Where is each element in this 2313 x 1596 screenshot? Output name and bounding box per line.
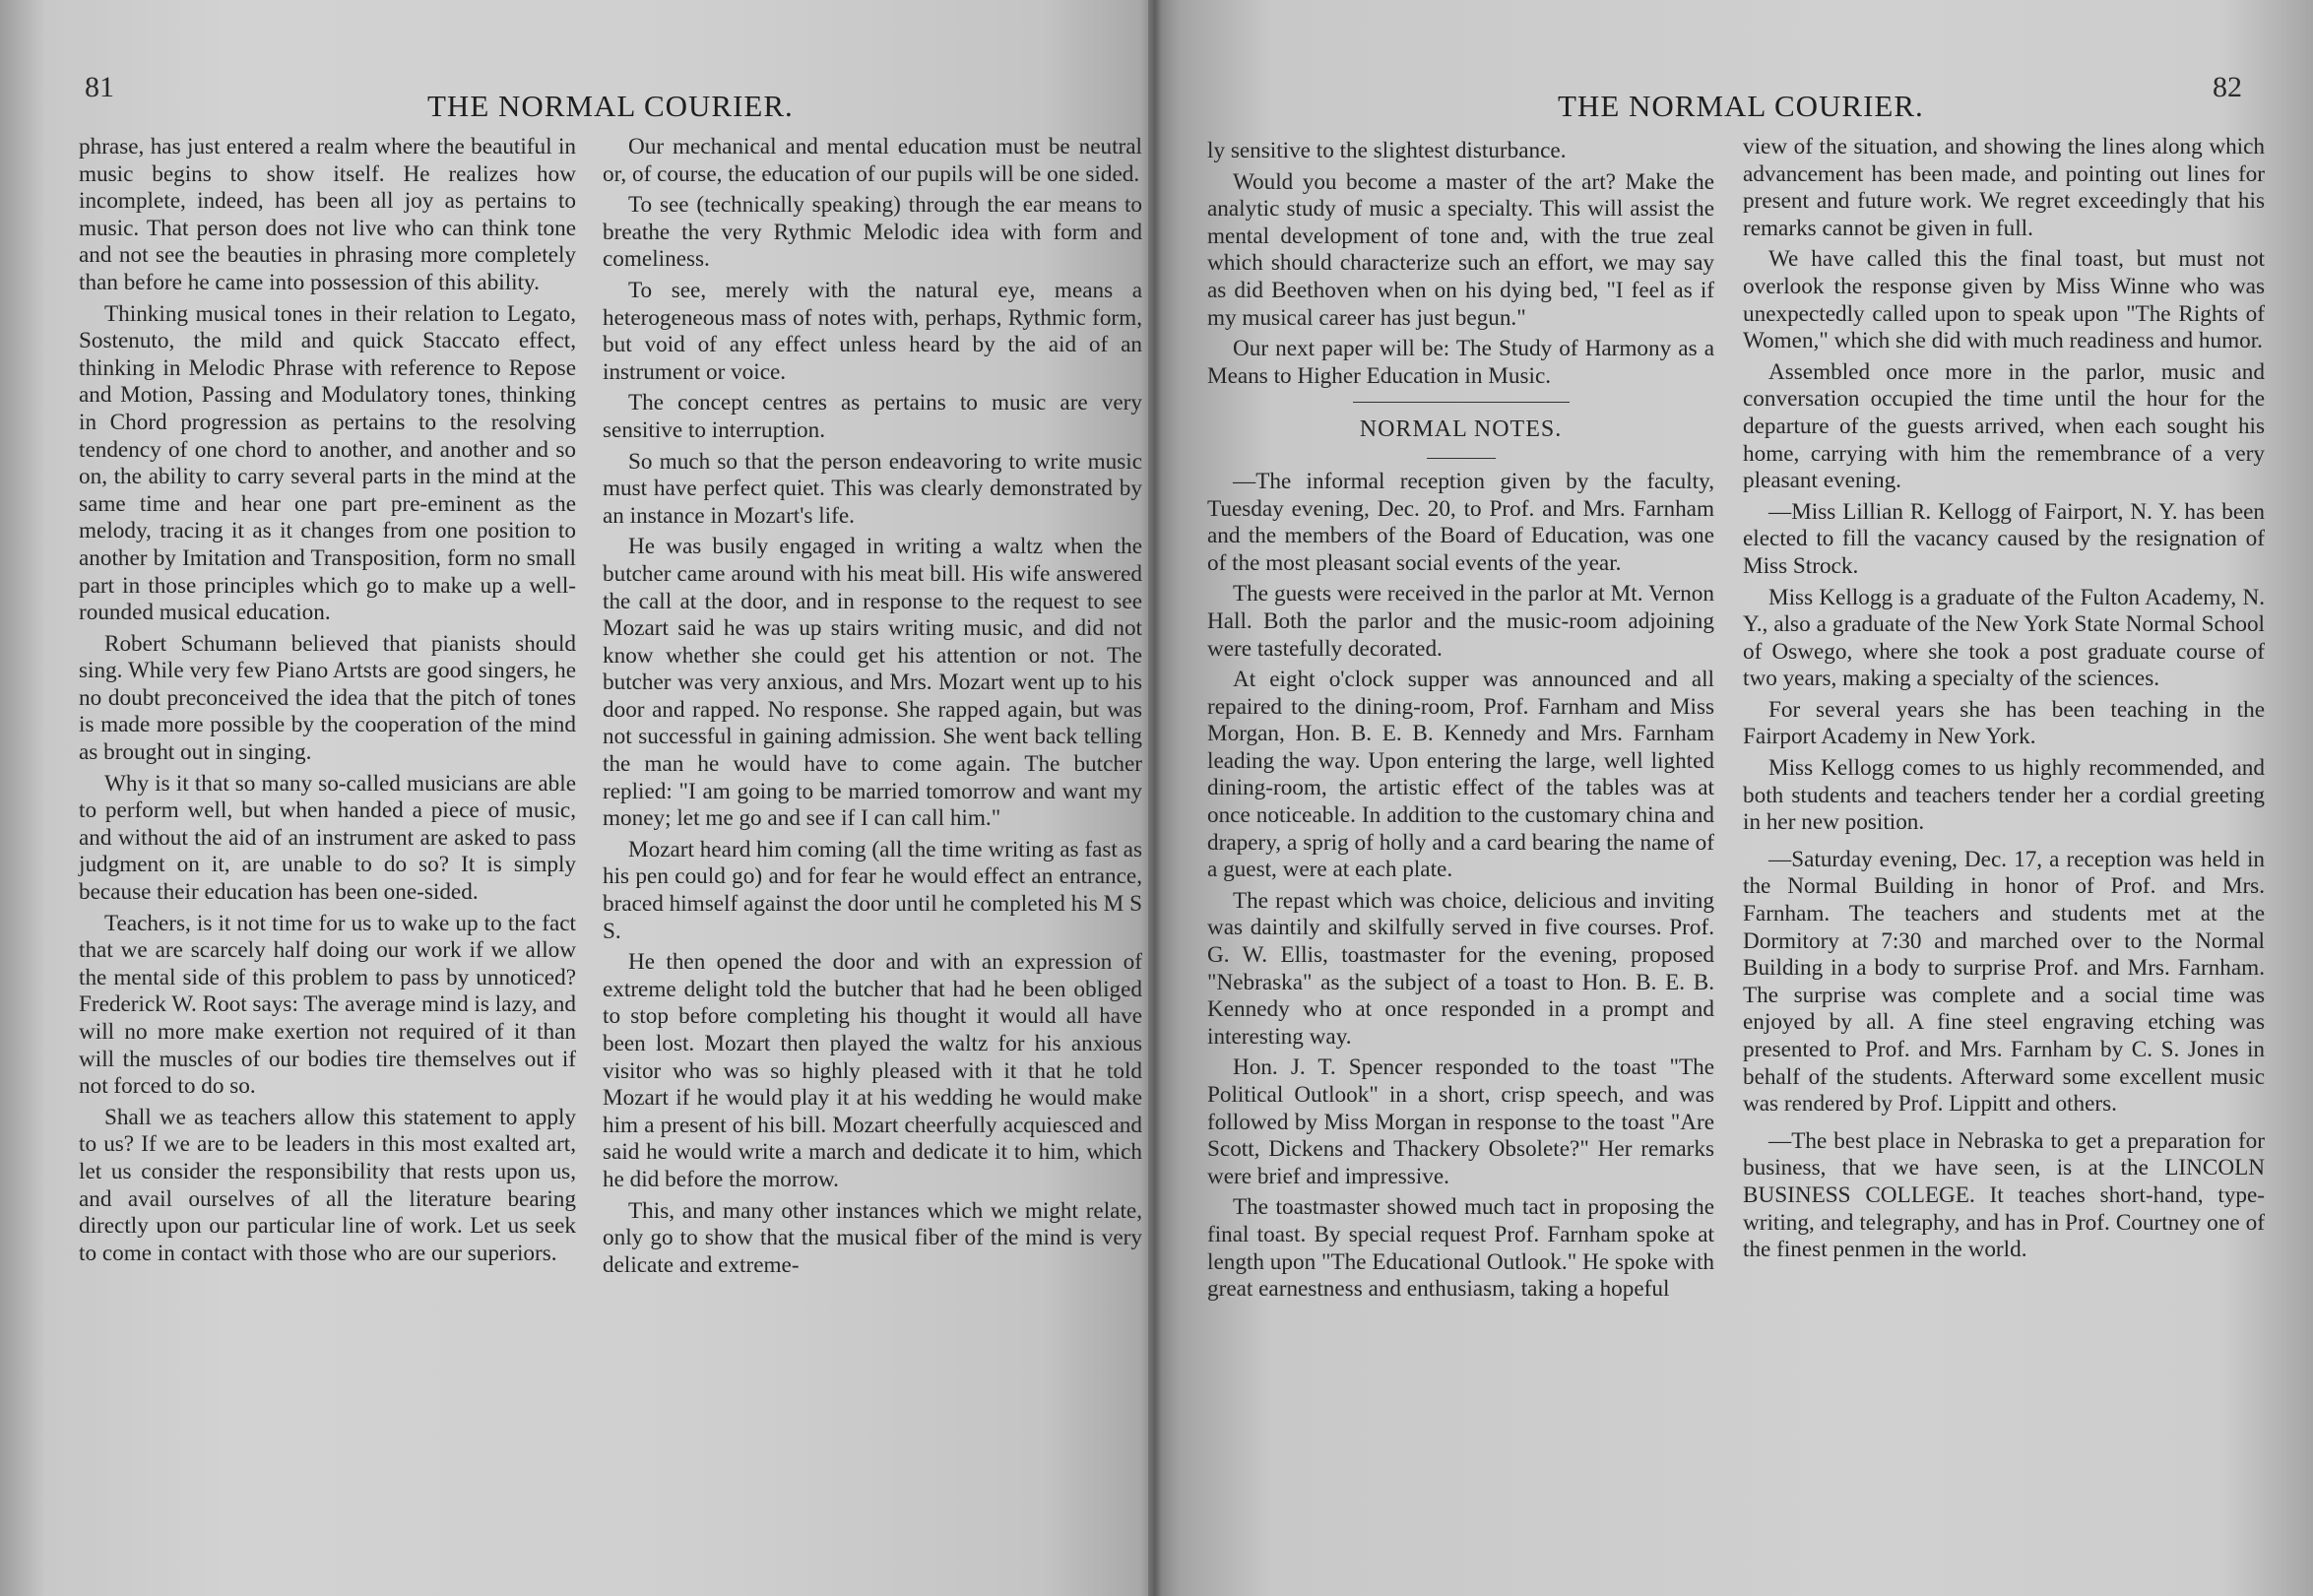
paragraph: Our mechanical and mental education must be neutral or, of course, the education of our pupils will be one sided.	[603, 134, 1142, 187]
left-column-2	[603, 134, 1142, 1283]
paragraph: Mozart heard him coming (all the time writing as fast as his pen could go) and for fear he would effect an entrance, braced himself against the door until he completed his M S S.	[603, 836, 1142, 944]
page-number-right: 82	[2213, 71, 2242, 103]
paragraph: ly sensitive to the slightest disturbance.	[1207, 138, 1567, 163]
paragraph: To see (technically speaking) through the ear means to breathe the very Rythmic Melodic idea with form and comeliness.	[603, 192, 1142, 273]
paragraph: Teachers, is it not time for us to wake up to the fact that we are scarcely half doing our work if we allow the mental side of this problem to pass by unnoticed? Frederick W. Root says: The average mind is lazy, and will no more make exertion not required of it than will the muscles of our bodies tire themselves out if not forced to do so.	[79, 910, 576, 1100]
section-divider-bottom	[1427, 458, 1496, 459]
paragraph: He was busily engaged in writing a waltz when the butcher came around with his meat bill. His wife answered the call at the door, and in response to the request to see Mozart said he was up stairs writing music, and did not know whether she could get his attention or not. The butcher was very anxious, and Mrs. Mozart went up to his door and rapped. No response. She rapped again, but was not successful in gaining admission. She went back telling the man he would have to come again. The butcher replied: "I am going to be married tomorrow and want my money; let me go and see if I can call him."	[603, 534, 1142, 832]
paragraph: To see, merely with the natural eye, means a heterogeneous mass of notes with, perhaps, Rythmic form, but void of any effect unless heard by the aid of an instrument or voice.	[603, 277, 1142, 385]
paragraph: This, and many other instances which we might relate, only go to show that the musical fiber of the mind is very delicate and extreme-	[603, 1197, 1142, 1278]
paragraph: Shall we as teachers allow this statement to apply to us? If we are to be leaders in this most exalted art, let us consider the responsibility that rests upon us, and avail ourselves of all the literature bearing directly upon our particular line of work. Let us seek to come in contact with those who are our superiors.	[79, 1104, 576, 1266]
book-gutter	[1148, 0, 1162, 1596]
paragraph: —Miss Lillian R. Kellogg of Fairport, N. Y. has been elected to fill the vacancy caused by the resignation of Miss Strock.	[1743, 498, 2265, 579]
running-header-right: THE NORMAL COURIER.	[1558, 89, 1924, 123]
paragraph: Assembled once more in the parlor, music and conversation occupied the time until the hour for the departure of the guests arrived, when each sought his home, carrying with him the remembrance of a very pleasant evening.	[1743, 358, 2265, 494]
paragraph: Robert Schumann believed that pianists should sing. While very few Piano Artsts are good singers, he no doubt preconceived the idea that the pitch of tones is made more possible by the cooperation of the mind as brought out in singing.	[79, 630, 576, 766]
right-page	[1162, 0, 2313, 1596]
paragraph: The guests were received in the parlor at Mt. Vernon Hall. Both the parlor and the music-room adjoining were tastefully decorated.	[1207, 581, 1714, 662]
paragraph: —The best place in Nebraska to get a preparation for business, that we have seen, is at the LINCOLN BUSINESS COLLEGE. It teaches short-hand, type-writing, and telegraphy, and has in Prof. Courtney one of the finest penmen in the world.	[1743, 1127, 2265, 1263]
right-column-2	[1743, 134, 2265, 1268]
left-column-1	[79, 134, 576, 1271]
paragraph: phrase, has just entered a realm where the beautiful in music begins to show itself. He realizes how incomplete, indeed, has been all joy as pertains to music. That person does not live who can think tone and not see the beauties in phrasing more completely than before he came into possession of this ability.	[79, 134, 576, 295]
paragraph: Thinking musical tones in their relation to Legato, Sostenuto, the mild and quick Staccato effect, thinking in Melodic Phrase with reference to Repose and Motion, Passing and Modulatory tones, thinking in Chord progression as pertains to the resolving tendency of one chord to another, and another and so on, the ability to carry several parts in the mind at the same time and hear one part pre-eminent as the melody, tracing it as it changes from one position to another by Imitation and Transposition, form no small part in those principles which go to make up a well-rounded musical education.	[79, 300, 576, 626]
section-title: NORMAL NOTES.	[1359, 416, 1563, 443]
paragraph: For several years she has been teaching in the Fairport Academy in New York.	[1743, 696, 2265, 750]
left-page	[0, 0, 1152, 1596]
right-column-1	[1207, 138, 1714, 1308]
paragraph: Miss Kellogg comes to us highly recommended, and both students and teachers tender her a cordial greeting in her new position.	[1743, 755, 2265, 836]
paragraph: So much so that the person endeavoring to write music must have perfect quiet. This was clearly demonstrated by an instance in Mozart's life.	[603, 448, 1142, 529]
paragraph: Miss Kellogg is a graduate of the Fulton Academy, N. Y., also a graduate of the New York State Normal School of Oswego, where she took a post graduate course of two years, making a specialty of the sciences.	[1743, 584, 2265, 692]
paragraph: We have called this the final toast, but must not overlook the response given by Miss Winne who was unexpectedly called upon to speak upon "The Rights of Women," which she did with much readiness and humor.	[1743, 246, 2265, 354]
paragraph: Why is it that so many so-called musicians are able to perform well, but when handed a piece of music, and without the aid of an instrument are asked to pass judgment on it, are unable to do so? It is simply because their education has been one-sided.	[79, 770, 576, 906]
paragraph: The concept centres as pertains to music are very sensitive to interruption.	[603, 390, 1142, 443]
paragraph: —Saturday evening, Dec. 17, a reception was held in the Normal Building in honor of Prof. and Mrs. Farnham. The teachers and students met at the Dormitory at 7:30 and marched over to the Normal Building in a body to surprise Prof. and Mrs. Farnham. The surprise was complete and a social time was enjoyed by all. A fine steel engraving etching was presented to Prof. and Mrs. Farnham by C. S. Jones in behalf of the students. Afterward some excellent music was rendered by Prof. Lippitt and others.	[1743, 846, 2265, 1117]
paragraph: Would you become a master of the art? Make the analytic study of music a specialty. This will assist the mental development of tone and, with the true zeal which should characterize such an effort, we may say as did Beethoven when on his dying bed, "I feel as if my musical career has just begun."	[1207, 168, 1714, 331]
paragraph: He then opened the door and with an expression of extreme delight told the butcher that had he been obliged to stop before completing his thought it would all have been lost. Mozart then played the waltz for his anxious visitor who was so highly pleased with it that he told Mozart if he would play it at his wedding he would make him a present of his bill. Mozart cheerfully acquiesced and said he would write a march and dedicate it to him, which he did before the morrow.	[603, 949, 1142, 1192]
paragraph: At eight o'clock supper was announced and all repaired to the dining-room, Prof. Farnham and Miss Morgan, Hon. B. E. B. Kennedy and Mrs. Farnham leading the way. Upon entering the large, well lighted dining-room, the artistic effect of the tables was at once noticeable. In addition to the customary china and drapery, a sprig of holly and a card bearing the name of a guest, were at each plate.	[1207, 667, 1714, 883]
paragraph: Our next paper will be: The Study of Harmony as a Means to Higher Education in Music.	[1207, 336, 1714, 389]
section-divider-top	[1353, 402, 1570, 403]
paragraph: Hon. J. T. Spencer responded to the toast "The Political Outlook" in a short, crisp speech, and was followed by Miss Morgan in response to the toast "Are Scott, Dickens and Thackery Obsolete?" Her remarks were brief and impressive.	[1207, 1054, 1714, 1189]
paragraph: view of the situation, and showing the lines along which advancement has been made, and pointing out lines for present and future work. We regret exceedingly that his remarks cannot be given in full.	[1743, 134, 2265, 241]
paragraph: The repast which was choice, delicious and inviting was daintily and skilfully served in five courses. Prof. G. W. Ellis, toastmaster for the evening, proposed "Nebraska" as the subject of a toast to Hon. B. E. B. Kennedy who at once responded in a prompt and interesting way.	[1207, 887, 1714, 1050]
paragraph: The toastmaster showed much tact in proposing the final toast. By special request Prof. Farnham spoke at length upon "The Educational Outlook." He spoke with great earnestness and enthusiasm, taking a hopeful	[1207, 1194, 1714, 1303]
page-number-left: 81	[85, 71, 114, 103]
running-header-left: THE NORMAL COURIER.	[427, 89, 794, 123]
paragraph: —The informal reception given by the faculty, Tuesday evening, Dec. 20, to Prof. and Mrs. Farnham and the members of the Board of Education, was one of the most pleasant social events of the year.	[1207, 468, 1714, 576]
